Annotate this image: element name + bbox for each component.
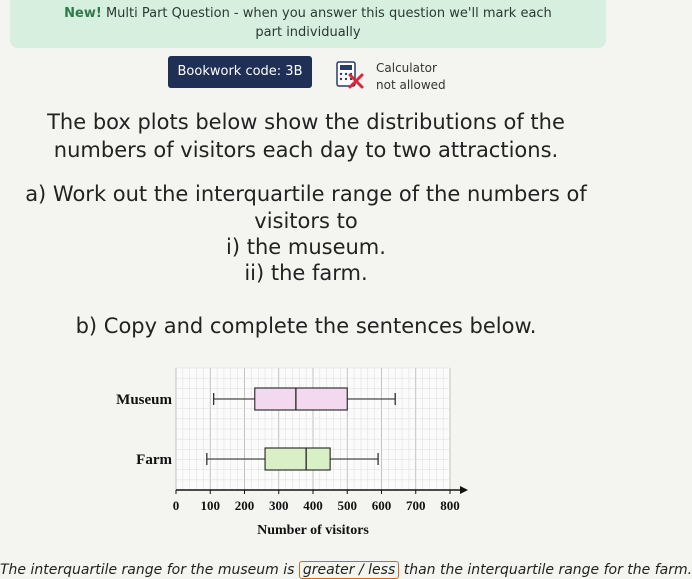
question-a-line1: a) Work out the interquartile range of the numbers of [25,182,587,206]
question-a-line2: visitors to [254,209,358,233]
question-intro-line2: numbers of visitors each day to two attractions. [53,138,559,162]
calculator-not-allowed-icon [333,60,365,90]
question-a-ii: ii) the farm. [244,261,368,285]
box-museum [255,388,347,410]
x-tick-label: 800 [440,498,460,513]
calculator-label: Calculator [376,61,437,75]
sentence-pre: The interquartile range for the museum is [0,562,295,578]
x-tick-label: 100 [200,498,220,513]
question-banner [10,0,606,48]
question-a-i: i) the museum. [226,235,386,259]
new-label: New! [64,6,102,21]
series-label-museum: Museum [116,392,172,408]
series-label-farm: Farm [136,452,172,468]
question-intro-line1: The box plots below show the distributions of the [47,110,565,134]
x-tick-label: 400 [303,498,323,513]
calculator-not-allowed-label: not allowed [376,78,446,92]
x-axis-label: Number of visitors [257,523,369,538]
x-tick-label: 200 [234,498,255,513]
question-b: b) Copy and complete the sentences below. [75,314,537,338]
calculator-status [376,60,446,94]
x-tick-label: 700 [406,498,426,513]
x-axis-arrow-icon [460,486,468,494]
x-tick-label: 600 [371,498,392,513]
box-plot-chart [100,360,480,550]
greater-less-choice[interactable]: greater / less [299,561,399,579]
sentence-line [0,562,692,579]
x-tick-label: 0 [172,498,180,513]
sentence-post: than the interquartile range for the farm. [403,562,692,578]
x-tick-label: 500 [337,498,357,513]
bookwork-code-badge: Bookwork code: 3B [168,56,312,88]
x-tick-label: 300 [269,498,289,513]
box-farm [265,448,330,470]
banner-text-line2: part individually [255,25,361,40]
banner-text-line1: Multi Part Question - when you answer this question we'll mark each [105,6,552,21]
